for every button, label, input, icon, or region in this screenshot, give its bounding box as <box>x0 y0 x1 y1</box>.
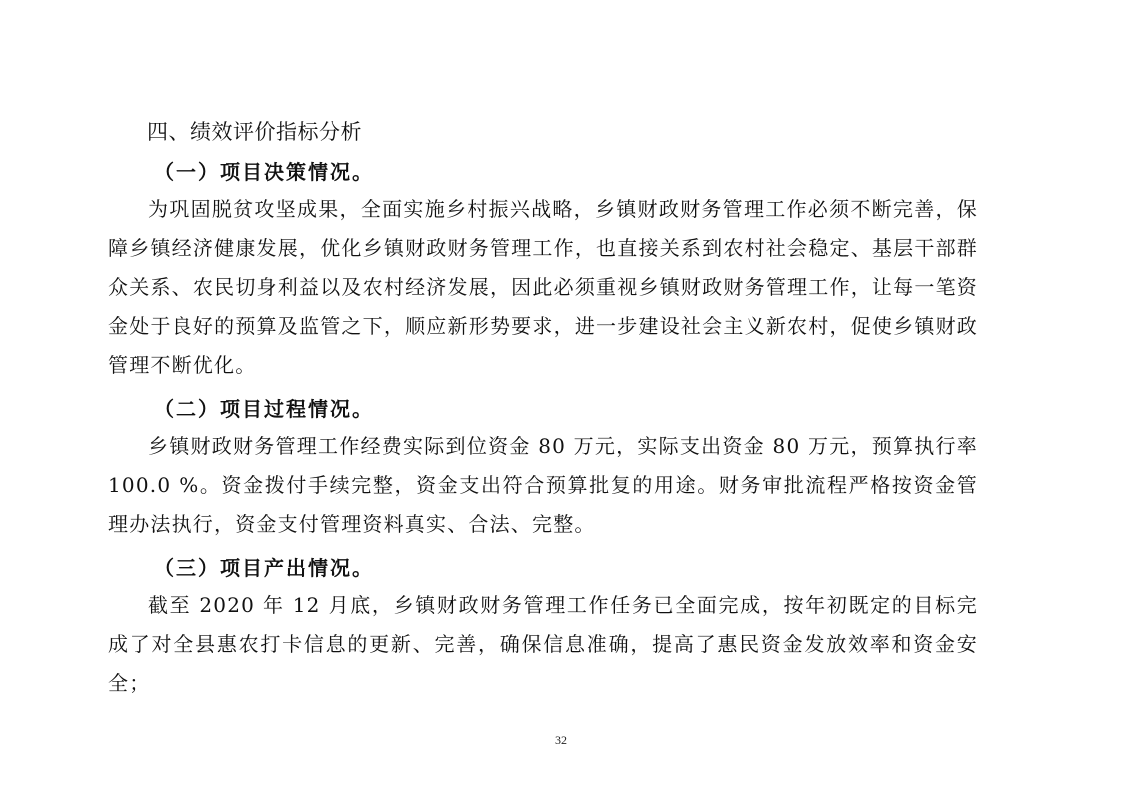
subsection-title-output: （三）项目产出情况。 <box>154 556 374 580</box>
paragraph-output: 截至 2020 年 12 月底，乡镇财政财务管理工作任务已全面完成，按年初既定的目标完成了对全县惠农打卡信息的更新、完善，确保信息准确，提高了惠民资金发放效率和资金安全； <box>108 593 978 695</box>
subsection-title-decision: （一）项目决策情况。 <box>154 160 374 184</box>
page-number: 32 <box>555 733 567 747</box>
subsection-title-process: （二）项目过程情况。 <box>154 397 374 421</box>
section-heading: 四、绩效评价指标分析 <box>147 120 362 144</box>
paragraph-process: 乡镇财政财务管理工作经费实际到位资金 80 万元，实际支出资金 80 万元，预算执行率 100.0 %。资金拨付手续完整，资金支出符合预算批复的用途。财务审批流程严格按资金管理办法执行，资金支付管理资料真实、合法、完整。 <box>108 434 978 536</box>
paragraph-decision: 为巩固脱贫攻坚成果，全面实施乡村振兴战略，乡镇财政财务管理工作必须不断完善，保障乡镇经济健康发展，优化乡镇财政财务管理工作，也直接关系到农村社会稳定、基层干部群众关系、农民切身利益以及农村经济发展，因此必须重视乡镇财政财务管理工作，让每一笔资金处于良好的预算及监管之下，顺应新形势要求，进一步建设社会主义新农村，促使乡镇财政管理不断优化。 <box>108 197 978 377</box>
document-body <box>108 116 978 703</box>
